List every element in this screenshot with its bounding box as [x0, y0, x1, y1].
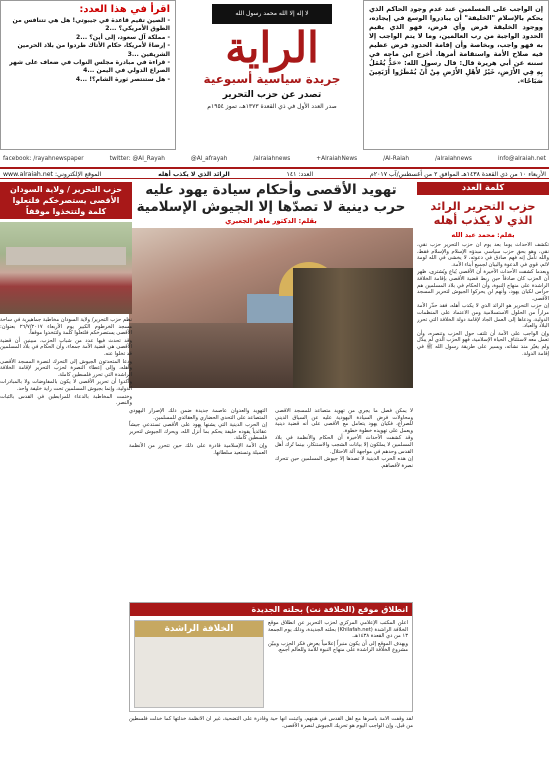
paragraph: وبعدما كشفت الأحداث الأخيرة أن الأقصى يُباع ويُشترى، ظهر أن الحزب كان صادقاً حين ربط قضية الأقصى بإقامة الخلافة الراشدة على منهاج النبوة، وأن الحكام في بلاد المسلمين هم حراس لكيان يهود، وأنهم لن يحركوا الجيوش لتحرير المسجد الأقصى.	[417, 269, 549, 302]
issue-date: الأربعاء ١٠ من ذي القعدة ١٤٣٨هـ الموافق ٢ من أغسطس/آب ٢٠١٧م	[369, 171, 546, 178]
paragraph: إن حزب التحرير هو الرائد الذي لا يكذب أهله، فقد حذّر الأمة مراراً من الحلول الاستسلامية ومن الاعتماد على المنظمات الدولية، ودعاها إلى العمل الجاد لإقامة دولة الخلافة التي تحرر البلاد والعباد.	[417, 303, 549, 330]
lead-byline: بقلم: الدكتور ماهر الجعبري	[225, 217, 317, 225]
aqsa-photo	[129, 228, 413, 388]
dateline-bar	[0, 167, 549, 179]
photo-soldiers	[293, 268, 413, 388]
contents-item[interactable]: - الصين تقيم قاعدة في جيبوتي! هل هي تتنافس من الطوق الأمريكي؟ ...2	[12, 17, 170, 33]
contents-item[interactable]: - هل ستنتصر ثورة الشام؟! ...4	[75, 75, 170, 83]
paragraph: التهويد والعدوان عاصمة جديدة ضمن ذلك الإصرار اليهودي المتصاعد على التحدي الحضاري والعقائدي للمسلمين.	[129, 408, 267, 421]
instagram-link[interactable]: /alraiahnews	[435, 156, 472, 162]
editorial-column	[417, 182, 549, 777]
paragraph: وإن الأمة الإسلامية قادرة على ذلك حين تتحرر من الأنظمة العميلة وتستعيد سلطانها.	[129, 442, 267, 456]
contents-box	[0, 0, 176, 150]
lead-body-bottom	[129, 716, 413, 774]
lead-article	[129, 182, 413, 777]
paragraph: تكشف الأحداث يوماً بعد يوم أن حزب التحرير حزب نقي، نقي، وهو بحق حزب سياسي مبدؤه الإسلام والإسلام فقط، والله نأمل إنه فهم صادق في دعوته، لا يخشى في الله لومة لائم، قوي في الدعوة والبيان لجميع أبناء الأمة.	[417, 242, 549, 268]
lead-body-left	[129, 408, 267, 598]
editorial-author: بقلم: محمد عبد الله	[451, 231, 515, 239]
paragraph: أعلن المكتب الإعلامي المركزي لحزب التحرير عن انطلاق موقع الخلافة الراشدة (Khilafah.net) بحلته الجديدة، وذلك يوم الجمعة ١٣ من ذي القعدة ١٤٣٨هـ.	[268, 620, 408, 640]
paragraph: إن الحرب الدينية التي يشنها يهود على الأقصى تستدعي جيشاً عقائدياً يقوده خليفة يحكم بما أنزل الله، ويحرك الجيوش لتحرير فلسطين كاملة.	[129, 422, 267, 442]
twitter-link-2[interactable]: @Al_afrayah	[190, 156, 228, 162]
twitter-link[interactable]: twitter: @Al_Rayah	[109, 156, 165, 162]
paragraph: ويهدف الموقع إلى أن يكون منبراً إعلامياً يعرض فكر الحزب ويبيّن مشروع الخلافة الراشدة على منهاج النبوة للأمة وللعالم أجمع.	[268, 640, 408, 654]
youtube-link[interactable]: /alraiahnews	[253, 156, 291, 162]
sudan-title: حزب التحرير / ولاية السودان الأقصى يستصرخكم فلتعلوا كلمة ولتتخذوا موقفاً	[0, 182, 132, 219]
contents-heading: اقرأ في هذا العدد:	[79, 4, 170, 15]
editorial-title: حزب التحرير الرائد الذي لا يكذب أهله	[430, 199, 536, 227]
lead-body-right	[275, 408, 413, 598]
paragraph: إن هذه الحرب الدينية لا تصدها إلا جيوش المسلمين حين تتحرك نصرة لأقصاهم.	[275, 456, 413, 469]
sudan-rally-photo	[0, 222, 132, 314]
website[interactable]: الموقع الإلكتروني: www.alraiah.net	[3, 171, 102, 178]
paragraph: وقد تحدث فيها عدد من شباب الحزب، مبينين أن قضية الأقصى هي قضية الأمة جمعاء، وأن الحكام في بلاد المسلمين قد تخلوا عنه.	[0, 337, 132, 357]
slogan: الرائد الذي لا يكذب أهله	[158, 171, 230, 178]
logo-subtitle: جريدة سياسية أسبوعية	[203, 72, 341, 86]
facebook-link[interactable]: facebook: /rayahnewspaper	[3, 156, 84, 162]
contents-item[interactable]: - مملكة آل سعود، إلى أين؟ ...2	[75, 33, 170, 41]
masthead	[182, 0, 362, 150]
intro-quote: إن الواجب على المسلمين عند عدم وجود الحاكم الذي يحكم بالإسلام "الخليفة" أن يبادروا الوسع في إيجاده، ووجود الخليفة فرض وأي فرض، فهو الذي يقيم الحدود الواجبة من رب العالمين، وما لا يتم الواجب إلا به فهو واجب، وبخاصة وأن إقامة الحدود فرض عظيم فيه صلاح الأمة واستقامة أمرها. أخرج ابن ماجه في سننه عن أبي هريرة قال: قال رسول الله: «حَدٌّ يُعْمَلُ بِهِ فِي الأَرْضِ، خَيْرٌ لأَهْلِ الأَرْضِ مِنْ أَنْ يُمْطَرُوا أَرْبَعِينَ صَبَاحًا».	[363, 0, 549, 150]
first-issue-line: صدر العدد الأول في ذي القعدة ١٣٧٣هـ، تموز ١٩٥٤م	[207, 103, 337, 110]
paragraph: وإن الواجب على الأمة أن تلتف حول الحزب وتنصره، وأن تعمل معه لاستئناف الحياة الإسلامية، فهو الحزب الذي لم يبدّل ولم يغيّر منذ نشأته، ويسير على طريقة رسول الله ﷺ في إقامة الدولة.	[417, 330, 549, 357]
paragraph: وقد كشفت الأحداث الأخيرة أن الحكام والأنظمة في بلاد المسلمين لا يملكون إلا بيانات الشجب والاستنكار، بينما تُرك أهل القدس وحدهم في مواجهة آلة الاحتلال.	[275, 435, 413, 455]
paragraph: نظم حزب التحرير/ ولاية السودان مخاطبة جماهيرية في ساحة مسجد الخرطوم الكبير يوم الأربعاء ٢٦/٧/٢٠١٧ بعنوان: الأقصى يستصرخكم فلتعلوا كلمة ولتتخذوا موقفاً.	[0, 317, 132, 337]
logo: الراية	[225, 23, 319, 72]
paragraph: وختمت المخاطبة بالدعاء للمرابطين في القدس بالثبات والنصر.	[0, 393, 132, 407]
website-banner: الخلافة الراشدة	[135, 621, 263, 637]
section-tag: كلمة العدد	[417, 182, 549, 195]
contents-item[interactable]: - قراءة في مبادرة مجلس النواب في ضعاف على شهر الصراع الدولي في اليمن ...4	[9, 59, 170, 75]
paragraph: وأكدوا أن تحرير الأقصى لا يكون بالمفاوضات ولا بالمبادرات الدولية، وإنما بجيوش المسلمين تحت راية خليفة واحد.	[0, 379, 132, 392]
paragraph: لا يمكن فصل ما يجري من تهويد متصاعد للمسجد الأقصى ومحاولات فرض السيادة اليهودية عليه عن السياق الديني للصراع، فكيان يهود يتعامل مع الأقصى على أنه قضية دينية ويعمل على تهويده خطوة خطوة.	[275, 408, 413, 434]
sudan-column	[0, 182, 132, 777]
paragraph: ودعا المتحدثون الجيوش إلى التحرك لنصرة المسجد الأقصى وأهله، وإلى إعطاء النصرة لحزب التحرير لإقامة الخلافة الراشدة التي تحرر فلسطين كاملة.	[0, 358, 132, 378]
wordpress-link[interactable]: /Al-Raiah	[383, 156, 410, 162]
khilafah-title: انطلاق موقع (الخلافة نت) بحلته الجديدة	[130, 603, 412, 616]
lead-headline: تهويد الأقصى وأحكام سيادة يهود عليه حرب دينية لا تصدّها إلا الجيوش الإسلامية	[136, 182, 406, 215]
tagline: تصدر عن حزب التحرير	[222, 90, 322, 100]
editorial-body	[417, 242, 549, 777]
issue-number: العدد: ١٤١	[286, 171, 314, 178]
photo-canopy	[6, 247, 126, 265]
social-bar	[0, 153, 549, 165]
contents-item[interactable]: - إرضاءً لأمريكا، حكام الأتاك طردوا من بلاد الحرمين الشريفين ...3	[17, 42, 170, 58]
website-screenshot[interactable]	[134, 620, 264, 708]
email-link[interactable]: info@alraiah.net	[497, 156, 546, 162]
khilafah-box	[129, 602, 413, 712]
paragraph: لقد وقفت الأمة بأسرها مع أهل القدس في هبتهم، وأثبتت أنها حية وقادرة على التضحية، غير أن الأنظمة خذلتها كما خذلت فلسطين من قبل، وإن الواجب اليوم هو تحريك الجيوش لنصرة الأقصى.	[129, 716, 413, 729]
khilafah-body	[268, 620, 408, 708]
sudan-body	[0, 317, 132, 777]
black-flag: لا إله إلا الله محمد رسول الله	[212, 4, 332, 24]
googleplus-link[interactable]: +AlraiahNews	[316, 156, 358, 162]
